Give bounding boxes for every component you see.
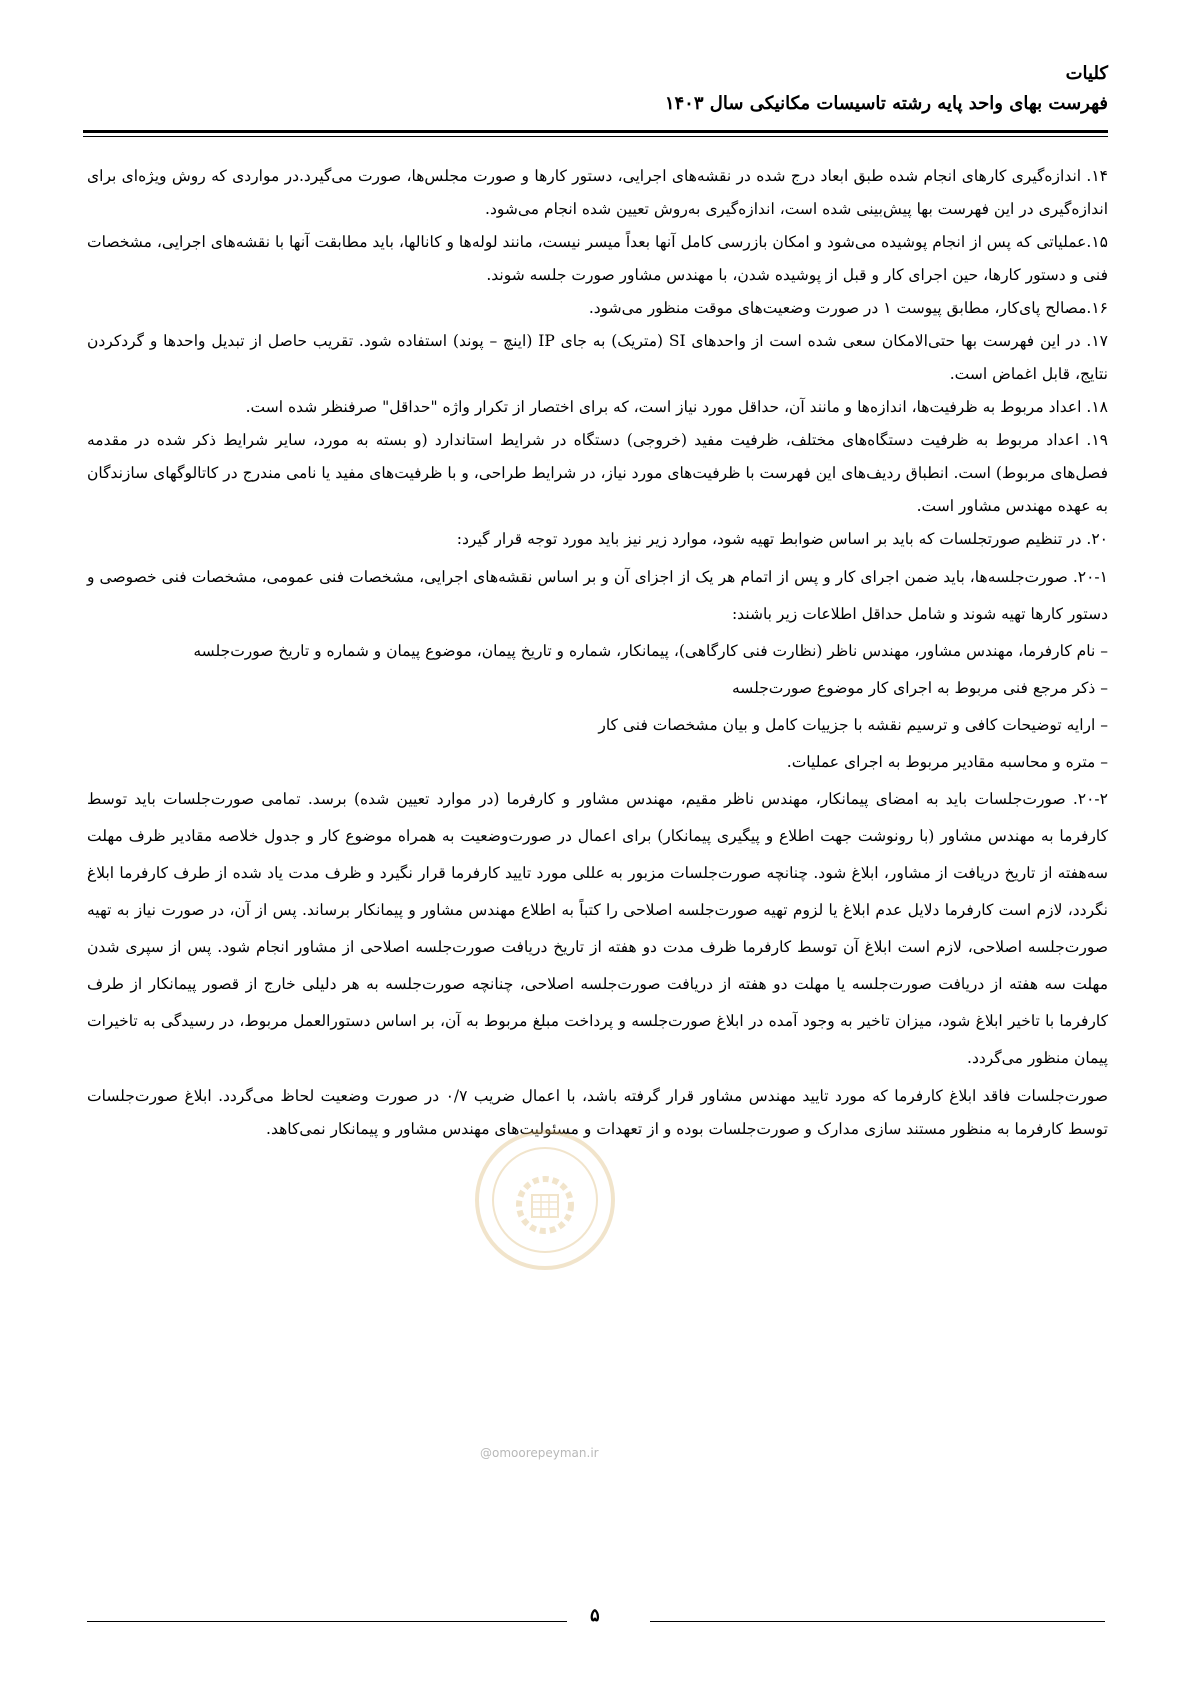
paragraph-18: ۱۸. اعداد مربوط به ظرفیت‌ها، اندازه‌ها و مانند آن، حداقل مورد نیاز است، که برای اختصار از تکرار واژه "حداقل" صرفنظر شده است. [245,398,1108,416]
bullet-item-4: – متره و محاسبه مقادیر مربوط به اجرای عملیات. [786,753,1108,771]
bullet-item-3: – ارایه توضیحات کافی و ترسیم نقشه با جزییات کامل و بیان مشخصات فنی کار [598,716,1108,734]
section-title: کلیات [1065,63,1108,84]
paragraph-19: ۱۹. اعداد مربوط به ظرفیت دستگاه‌های مختلف، ظرفیت مفید (خروجی) دستگاه در شرایط استاندارد (و بسته به مورد، سایر شرایط ذکر شده در مقدمه فصل‌های مربوط) است. انطباق ردیف‌های این فهرست با ظرفیت‌های مورد نیاز، در شرایط طراحی، و با ظرفیت‌های مفید یا نامی مندرج در کاتالوگهای سازندگان به عهده مهندس مشاور است. [87,431,1108,515]
document-body [87,160,1108,1146]
bullet-item-1: – نام کارفرما، مهندس مشاور، مهندس ناظر (نظارت فنی کارگاهی)، پیمانکار، شماره و تاریخ پیمان، موضوع پیمان و شماره و تاریخ صورت‌جلسه [193,642,1108,660]
paragraph-20: ۲۰. در تنظیم صورتجلسات که باید بر اساس ضوابط تهیه شود، موارد زیر نیز باید مورد توجه قرار گیرد: [456,530,1108,548]
page-number: ۵ [590,1605,600,1626]
page-header [83,60,1108,118]
footer-rule-left [87,1621,567,1622]
paragraph-15: ۱۵.عملیاتی که پس از انجام پوشیده می‌شود و امکان بازرسی کامل آنها بعداً میسر نیست، مانند لوله‌ها و کانالها، باید مطابقت آنها با نقشه‌های اجرایی، مشخصات فنی و دستور کارها، حین اجرای کار و قبل از پوشیده شدن، با مهندس مشاور صورت جلسه شوند. [87,233,1108,284]
paragraph-20-1: ۲۰-۱. صورت‌جلسه‌ها، باید ضمن اجرای کار و پس از اتمام هر یک از اجزای آن و بر اساس نقشه‌های اجرایی، مشخصات فنی عمومی، مشخصات فنی خصوصی و دستور کارها تهیه شوند و شامل حداقل اطلاعات زیر باشند: [87,568,1108,623]
paragraph-last: صورت‌جلسات فاقد ابلاغ کارفرما که مورد تایید مهندس مشاور قرار گرفته باشد، با اعمال ضریب ۰/۷ در صورت وضعیت لحاظ می‌گردد. ابلاغ صورت‌جلسات توسط کارفرما به منظور مستند سازی مدارک و صورت‌جلسات بوده و از تعهدات و مسئولیت‌های مهندس مشاور و پیمانکار نمی‌کاهد. [87,1087,1108,1138]
document-subtitle: فهرست بهای واحد پایه رشته تاسیسات مکانیکی سال ۱۴۰۳ [664,93,1108,114]
header-rule-thick [83,130,1108,133]
watermark-logo [470,1125,620,1275]
paragraph-17: ۱۷. در این فهرست بها حتی‌الامکان سعی شده است از واحدهای SI (متریک) به جای IP (اینچ – پوند) استفاده شود. تقریب حاصل از تبدیل واحدها و گردکردن نتایج، قابل اغماض است. [87,332,1108,383]
footer-rule-right [650,1621,1105,1622]
paragraph-16: ۱۶.مصالح پای‌کار، مطابق پیوست ۱ در صورت وضعیت‌های موقت منظور می‌شود. [588,299,1108,317]
bullet-item-2: – ذکر مرجع فنی مربوط به اجرای کار موضوع صورت‌جلسه [731,679,1108,697]
watermark-handle: @omoorepeyman.ir [480,1446,599,1460]
paragraph-14: ۱۴. اندازه‌گیری کارهای انجام شده طبق ابعاد درج شده در نقشه‌های اجرایی، دستور کارها و صورت مجلس‌ها، صورت می‌گیرد.در مواردی که روش ویژه‌ای برای اندازه‌گیری در این فهرست بها پیش‌بینی شده است، اندازه‌گیری به‌روش تعیین شده انجام می‌شود. [87,167,1108,218]
header-rule-thin [83,136,1108,137]
paragraph-20-2: ۲۰-۲. صورت‌جلسات باید به امضای پیمانکار، مهندس ناظر مقیم، مهندس مشاور و کارفرما (در موارد تعیین شده) برسد. تمامی صورت‌جلسات باید توسط کارفرما به مهندس مشاور (با رونوشت جهت اطلاع و پیگیری پیمانکار) برای اعمال در صورت‌وضعیت به همراه موضوع کار و جدول خلاصه مقادیر ظرف مهلت سه‌هفته از تاریخ دریافت از مشاور، ابلاغ شود. چنانچه صورت‌جلسات مزبور به عللی مورد تایید کارفرما قرار نگیرد و ظرف مدت یاد شده از طرف کارفرما ابلاغ نگردد، لازم است کارفرما دلایل عدم ابلاغ یا لزوم تهیه صورت‌جلسه اصلاحی را کتباً به اطلاع مهندس مشاور و پیمانکار برساند. پس از آن، در صورت نیاز به تهیه صورت‌جلسه اصلاحی، لازم است ابلاغ آن توسط کارفرما ظرف مدت دو هفته از تاریخ دریافت صورت‌جلسه اصلاحی از مشاور انجام شود. پس از سپری شدن مهلت سه هفته از دریافت صورت‌جلسه یا مهلت دو هفته از دریافت صورت‌جلسه اصلاحی، چنانچه صورت‌جلسه به هر دلیلی خارج از قصور پیمانکار از طرف کارفرما با تاخیر ابلاغ شود، میزان تاخیر به وجود آمده در ابلاغ صورت‌جلسه و پرداخت مبلغ مربوط به آن، بر اساس دستورالعمل مربوط، در رسیدگی به تاخیرات پیمان منظور می‌گردد. [87,790,1108,1067]
